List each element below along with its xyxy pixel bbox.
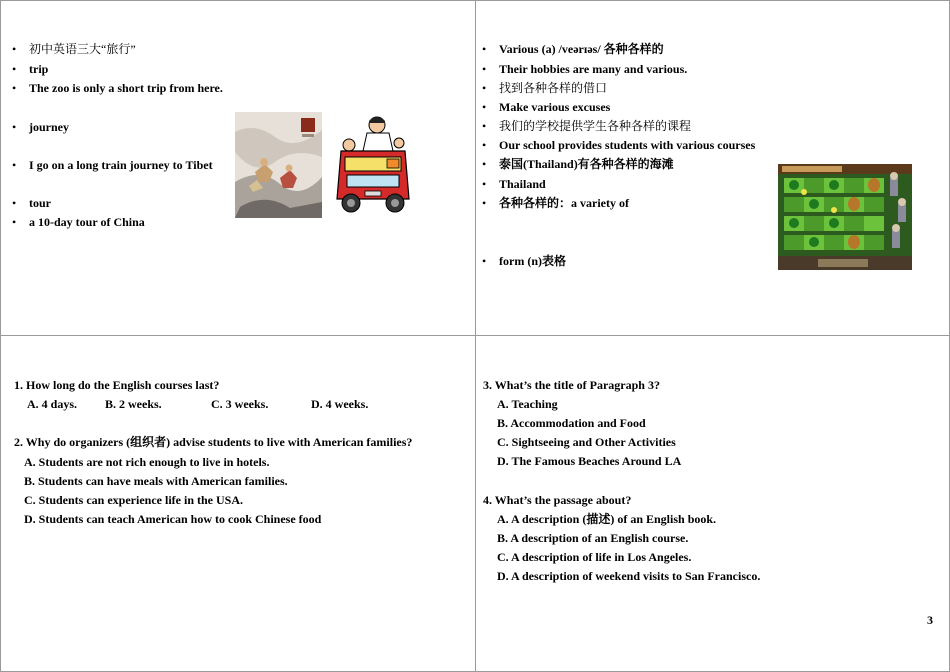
bullet-line: • form (n)表格: [482, 254, 566, 268]
q1-option-d: D. 4 weeks.: [311, 397, 369, 411]
journey-painting-image: [235, 112, 322, 218]
q4-option-b: B. A description of an English course.: [497, 531, 689, 545]
bullet-line: • Make various excuses: [482, 100, 611, 114]
slide-1: [0, 0, 475, 335]
page-number: 3: [927, 613, 933, 627]
bullet-line: • trip: [12, 62, 49, 76]
q4-option-d: D. A description of weekend visits to San Francisco.: [497, 569, 761, 583]
slide-2: [476, 0, 950, 335]
q2-option-c: C. Students can experience life in the USA.: [24, 493, 243, 507]
q1-option-b: B. 2 weeks.: [105, 397, 162, 411]
bullet-line: • 初中英语三大“旅行”: [12, 42, 136, 56]
q1-option-a: A. 4 days.: [27, 397, 78, 411]
q3-option-b: B. Accommodation and Food: [497, 416, 646, 430]
bullet-line: • Thailand: [482, 177, 546, 191]
bullet-line: • Various (a) /veərɪəs/ 各种各样的: [482, 42, 664, 56]
q2-option-a: A. Students are not rich enough to live in hotels.: [24, 455, 270, 469]
slide-4: [476, 336, 950, 672]
bullet-line: • 泰国(Thailand)有各种各样的海滩: [482, 157, 674, 171]
bullet-line: • Their hobbies are many and various.: [482, 62, 688, 76]
question-3: 3. What’s the title of Paragraph 3?: [483, 378, 660, 392]
tour-bus-cartoon-image: [333, 113, 413, 218]
bullet-line: • journey: [12, 120, 69, 134]
question-2: 2. Why do organizers (组织者) advise students to live with American families?: [14, 435, 413, 449]
q3-option-a: A. Teaching: [497, 397, 558, 411]
bullet-line: • 我们的学校提供学生各种各样的课程: [482, 119, 692, 133]
q2-option-b: B. Students can have meals with American families.: [24, 474, 288, 488]
bullet-line: • 找到各种各样的借口: [482, 81, 608, 95]
question-4: 4. What’s the passage about?: [483, 493, 632, 507]
bullet-line: • I go on a long train journey to Tibet: [12, 158, 213, 172]
bullet-line: • 各种各样的：a variety of: [482, 196, 629, 210]
q2-option-d: D. Students can teach American how to cook Chinese food: [24, 512, 322, 526]
q4-option-a: A. A description (描述) of an English book.: [497, 512, 717, 526]
q4-option-c: C. A description of life in Los Angeles.: [497, 550, 692, 564]
bullet-line: • a 10-day tour of China: [12, 215, 145, 229]
bullet-line: • The zoo is only a short trip from here.: [12, 81, 223, 95]
bullet-line: • Our school provides students with various courses: [482, 138, 756, 152]
q1-option-c: C. 3 weeks.: [211, 397, 269, 411]
slide-3: [0, 336, 475, 672]
q3-option-d: D. The Famous Beaches Around LA: [497, 454, 682, 468]
question-1: 1. How long do the English courses last?: [14, 378, 220, 392]
bullet-line: • tour: [12, 196, 51, 210]
game-screenshot-image: [778, 164, 912, 270]
q3-option-c: C. Sightseeing and Other Activities: [497, 435, 676, 449]
